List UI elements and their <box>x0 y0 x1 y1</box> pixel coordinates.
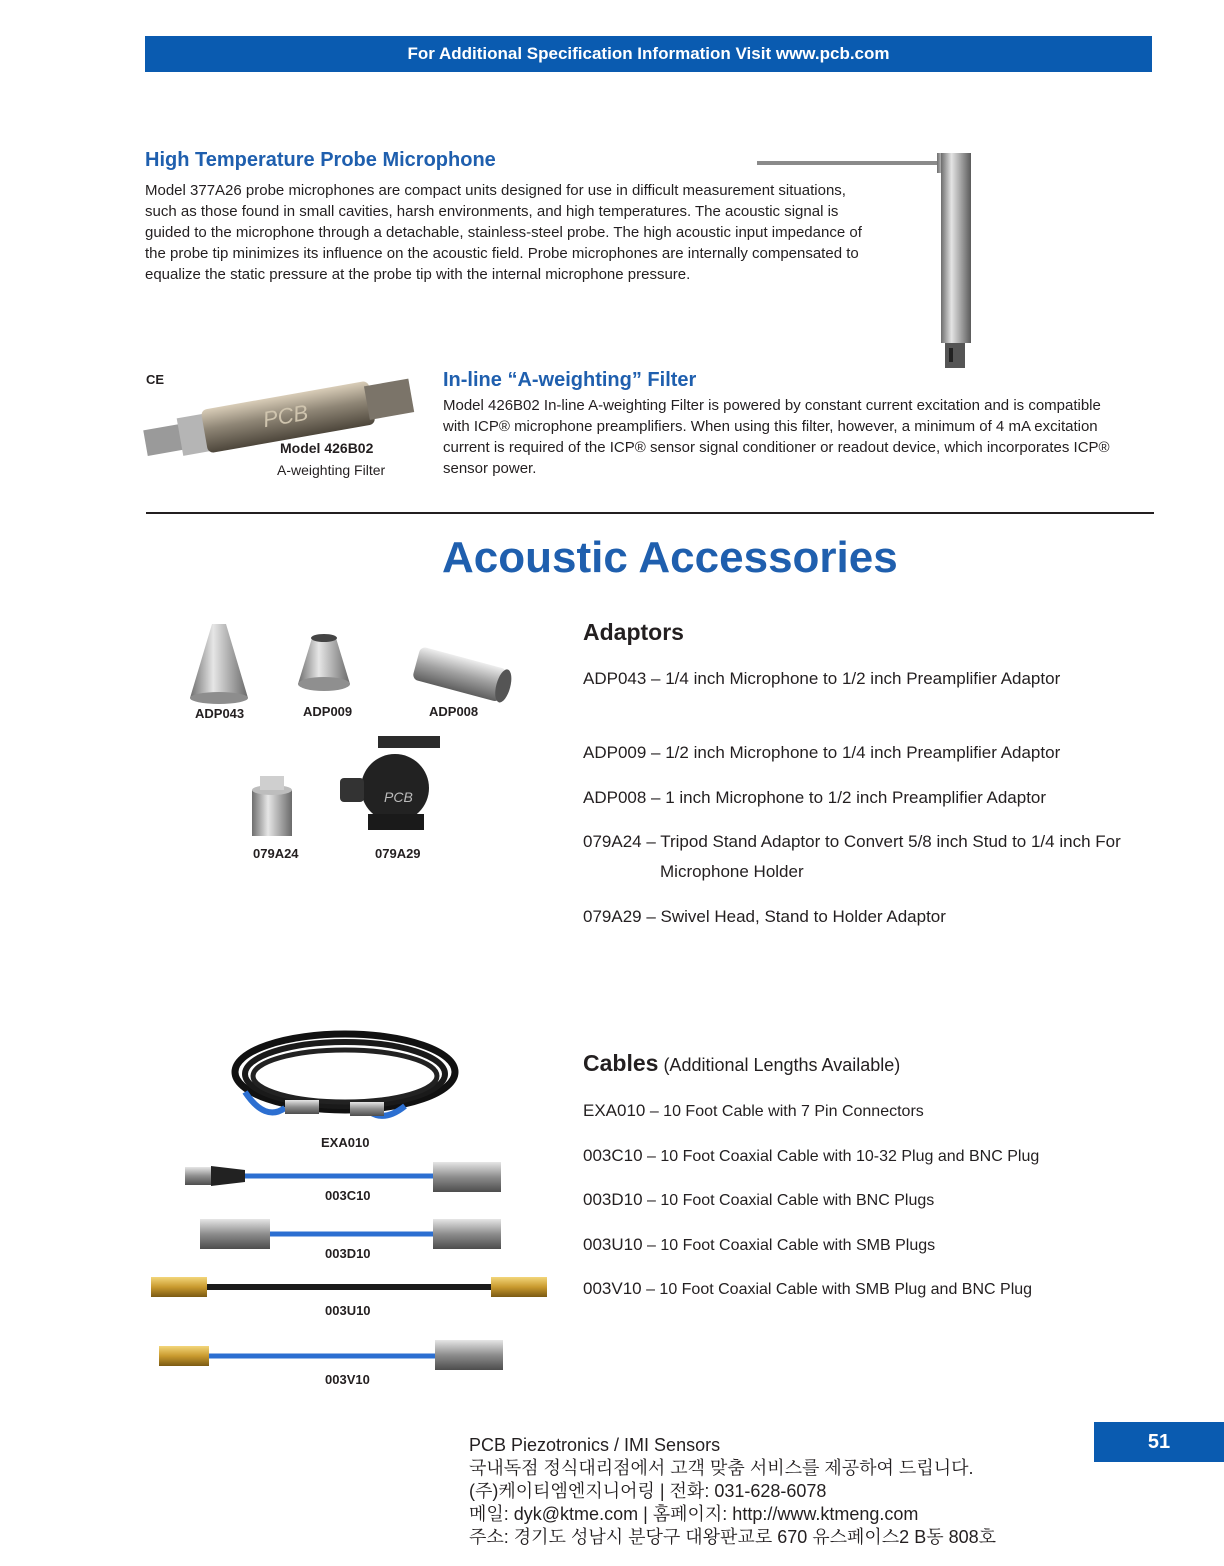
section-title: Acoustic Accessories <box>442 533 898 582</box>
footer-line: 국내독점 정식대리점에서 고객 맞춤 서비스를 제공하여 드립니다. <box>469 1458 974 1478</box>
caption-adp009: ADP009 <box>303 704 353 719</box>
adaptors-image <box>190 618 530 858</box>
probe-line: Model 377A26 probe microphones are compact units designed for use in difficult measurement situations, <box>145 182 846 199</box>
probe-line: guided to the microphone through a detachable, stainless-steel probe. The high acoustic input impedance of <box>145 224 862 241</box>
adaptors-heading: Adaptors <box>583 619 684 645</box>
cable-item <box>583 1234 935 1257</box>
caption-003v10: 003V10 <box>325 1372 370 1387</box>
adaptor-code: ADP043 <box>583 669 647 688</box>
footer-line: (주)케이티엠엔지니어링 | 전화: 031-628-6078 <box>469 1481 827 1501</box>
cable-item <box>583 1189 934 1212</box>
probe-title: High Temperature Probe Microphone <box>145 149 496 171</box>
filter-title: In-line “A-weighting” Filter <box>443 369 697 391</box>
cable-code: 003C10 <box>583 1146 643 1165</box>
filter-logo-text: PCB <box>261 399 310 433</box>
adaptor-desc: – Tripod Stand Adaptor to Convert 5/8 inch Stud to 1/4 inch For <box>641 832 1121 851</box>
cable-desc: – 10 Foot Cable with 7 Pin Connectors <box>645 1103 924 1120</box>
cable-desc: – 10 Foot Coaxial Cable with SMB Plugs <box>642 1237 936 1254</box>
ce-mark: CE <box>146 372 165 387</box>
adaptor-desc: – 1/2 inch Microphone to 1/4 inch Preamplifier Adaptor <box>646 743 1061 762</box>
adaptor-item <box>583 906 946 928</box>
cable-desc: – 10 Foot Coaxial Cable with SMB Plug and BNC Plug <box>641 1281 1033 1298</box>
footer-line: 주소: 경기도 성남시 분당구 대왕판교로 670 유스페이스2 B동 808호 <box>469 1527 997 1547</box>
adaptor-code: 079A29 <box>583 907 642 926</box>
top-banner <box>145 36 1152 72</box>
filter-line: with ICP® microphone preamplifiers. When using this filter, however, a minimum of 4 mA excitation <box>443 418 1098 435</box>
cables-heading: Cables <box>583 1050 659 1076</box>
adaptor-desc: – 1/4 inch Microphone to 1/2 inch Preamplifier Adaptor <box>646 669 1061 688</box>
cables-heading-line <box>583 1050 900 1077</box>
adaptor-desc: – 1 inch Microphone to 1/2 inch Preamplifier Adaptor <box>646 788 1047 807</box>
page-number-tab <box>1094 1422 1224 1462</box>
filter-description <box>443 395 1143 479</box>
cable-item <box>583 1145 1039 1168</box>
caption-exa010: EXA010 <box>321 1135 370 1150</box>
probe-microphone-image <box>755 148 985 378</box>
adaptor-item <box>583 668 1060 690</box>
adaptor-code: 079A24 <box>583 832 642 851</box>
filter-photo-desc: A-weighting Filter <box>277 462 386 478</box>
cables-subheading: (Additional Lengths Available) <box>658 1055 901 1075</box>
cable-code: 003U10 <box>583 1235 643 1254</box>
filter-line: current is required of the ICP® sensor signal conditioner or readout device, which incorporates ICP® <box>443 439 1110 456</box>
filter-line: Model 426B02 In-line A-weighting Filter is powered by constant current excitation and is compatible <box>443 397 1101 414</box>
banner-text: For Additional Specification Information Visit www.pcb.com <box>407 44 890 63</box>
cable-desc: – 10 Foot Coaxial Cable with 10-32 Plug and BNC Plug <box>642 1148 1040 1165</box>
probe-line: the probe tip minimizes its influence on the acoustic field. Probe microphones are internally compensated to <box>145 245 859 262</box>
page-number: 51 <box>1147 1431 1171 1453</box>
adaptor-item <box>583 831 1121 853</box>
caption-003u10: 003U10 <box>325 1303 371 1318</box>
adaptor-code: ADP008 <box>583 788 647 807</box>
filter-photo-model: Model 426B02 <box>280 440 374 456</box>
cable-code: 003D10 <box>583 1190 643 1209</box>
adaptor-item <box>583 787 1046 809</box>
probe-line: equalize the static pressure at the probe tip with the internal microphone pressure. <box>145 266 691 283</box>
section-divider <box>146 512 1154 514</box>
footer-line: 메일: dyk@ktme.com | 홈페이지: http://www.ktmeng.com <box>469 1504 919 1524</box>
caption-079a29: 079A29 <box>375 846 421 861</box>
adaptor-item-continuation: Microphone Holder <box>660 862 804 881</box>
cable-code: EXA010 <box>583 1101 646 1120</box>
cable-code: 003V10 <box>583 1279 642 1298</box>
adaptor-desc: – Swivel Head, Stand to Holder Adaptor <box>641 907 946 926</box>
filter-image <box>132 366 422 456</box>
cable-desc: – 10 Foot Coaxial Cable with BNC Plugs <box>642 1192 935 1209</box>
probe-line: such as those found in small cavities, harsh environments, and high temperatures. The acoustic signal is <box>145 203 839 220</box>
ballhead-logo-text: PCB <box>384 789 413 805</box>
caption-079a24: 079A24 <box>253 846 299 861</box>
filter-line: sensor power. <box>443 460 537 477</box>
adaptor-item <box>583 742 1060 764</box>
cable-item <box>583 1100 924 1123</box>
caption-adp008: ADP008 <box>429 704 479 719</box>
footer-line: PCB Piezotronics / IMI Sensors <box>469 1435 721 1455</box>
cable-item <box>583 1278 1032 1301</box>
adaptor-code: ADP009 <box>583 743 647 762</box>
footer-contact <box>469 1434 996 1549</box>
caption-003d10: 003D10 <box>325 1246 371 1261</box>
caption-003c10: 003C10 <box>325 1188 371 1203</box>
caption-adp043: ADP043 <box>195 706 245 721</box>
